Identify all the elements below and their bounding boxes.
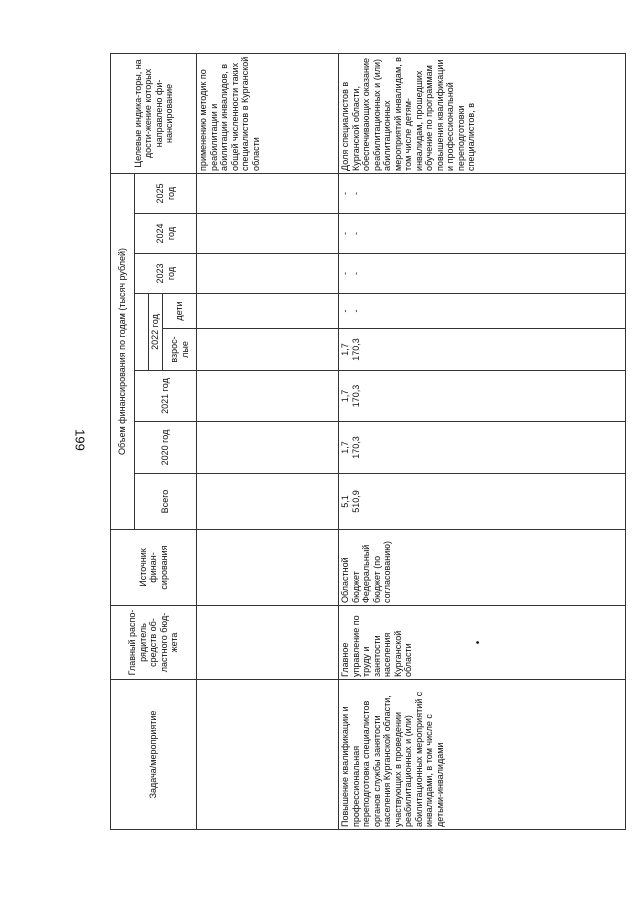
adults-regional: 1,7 — [340, 343, 350, 356]
bullet-mark: • — [472, 640, 484, 645]
y2024-cell — [197, 214, 339, 254]
y2023-federal: - — [350, 272, 361, 275]
header-manager: Главный распо-рядитель средств об-ластного бюд-жета — [111, 606, 197, 680]
header-total: Всего — [135, 474, 197, 530]
y2020-cell — [197, 422, 339, 474]
y2020-regional: 1,7 — [340, 441, 350, 454]
manager-cell — [339, 606, 626, 680]
y2021-regional: 1,7 — [340, 389, 350, 403]
header-task: Задача/мероприятие — [111, 680, 197, 830]
y2025-federal: - — [350, 191, 361, 195]
children-federal: - — [350, 309, 361, 313]
y2024-regional: - — [340, 232, 350, 235]
source-cell — [339, 530, 626, 606]
source-cell — [197, 530, 339, 606]
y2024-federal: - — [350, 232, 361, 235]
y2025-cell — [197, 173, 339, 213]
header-children: дети — [163, 294, 197, 329]
table-row — [339, 53, 626, 829]
header-2022: 2022 год — [149, 294, 163, 371]
header-source: Источник финан-сирования — [111, 530, 197, 606]
total-regional: 5,1 — [340, 495, 350, 508]
header-indicators: Целевые индика-торы, на дости-жение которых направлено фи-нансирование — [111, 53, 197, 173]
adults-federal: 170,3 — [350, 338, 361, 361]
total-cell — [197, 474, 339, 530]
header-2022-group — [135, 294, 149, 371]
header-2023: 2023 год — [135, 254, 197, 294]
children-cell — [339, 294, 626, 329]
header-funding: Объем финансирования по годам (тысяч рублей) — [111, 173, 135, 529]
task-cell: Повышение квалификации и профессиональная переподготовка специалистов органов службы занятости населения Курганской области, участвующих в проведении реабилитационных и (или) абилитационных мероприятий с инвалидами, в том числе с детьми-инвалидами — [339, 680, 626, 830]
source-regional: Областной бюджет — [340, 557, 361, 603]
adults-cell — [339, 329, 626, 371]
manager-cell — [197, 606, 339, 680]
total-cell — [339, 474, 626, 530]
header-2025: 2025 год — [135, 173, 197, 213]
y2023-cell — [197, 254, 339, 294]
total-federal: 510,9 — [350, 490, 361, 513]
y2023-cell — [339, 254, 626, 294]
funding-table — [110, 53, 626, 830]
indicator-cell: применению методик по реабилитации и абилитации инвалидов, в общей численности таких специалистов в Курганской области — [197, 53, 339, 173]
header-2024: 2024 год — [135, 214, 197, 254]
y2021-federal: 170,3 — [350, 384, 361, 408]
table-row — [197, 53, 339, 829]
y2020-federal: 170,3 — [350, 436, 361, 459]
header-2021: 2021 год — [135, 371, 197, 422]
manager-name: Главное управление по труду и занятости населения Курганской области — [340, 615, 413, 677]
page-number: 199 — [72, 429, 88, 451]
y2021-cell — [339, 371, 626, 422]
y2023-regional: - — [340, 272, 350, 275]
y2020-cell — [339, 422, 626, 474]
adults-cell — [197, 329, 339, 371]
y2024-cell — [339, 214, 626, 254]
rotated-page — [110, 54, 625, 830]
header-adults: взрос-лые — [163, 329, 197, 371]
children-cell — [197, 294, 339, 329]
children-regional: - — [340, 309, 350, 313]
y2025-cell — [339, 173, 626, 213]
source-federal: Федеральный бюджет (по согласованию) — [361, 541, 392, 603]
y2021-cell — [197, 371, 339, 422]
task-cell — [197, 680, 339, 830]
y2025-regional: - — [340, 191, 350, 195]
header-2020: 2020 год — [135, 422, 197, 474]
indicator-cell: Доля специалистов в Курганской области, обеспечивающих оказание реабилитационных и (или) абилитационных мероприятий инвалидам, в том числе детям-инвалидам, прошедших обучение по программам повышения квалификации и профессиональной переподготовки специалистов, в — [339, 53, 626, 173]
